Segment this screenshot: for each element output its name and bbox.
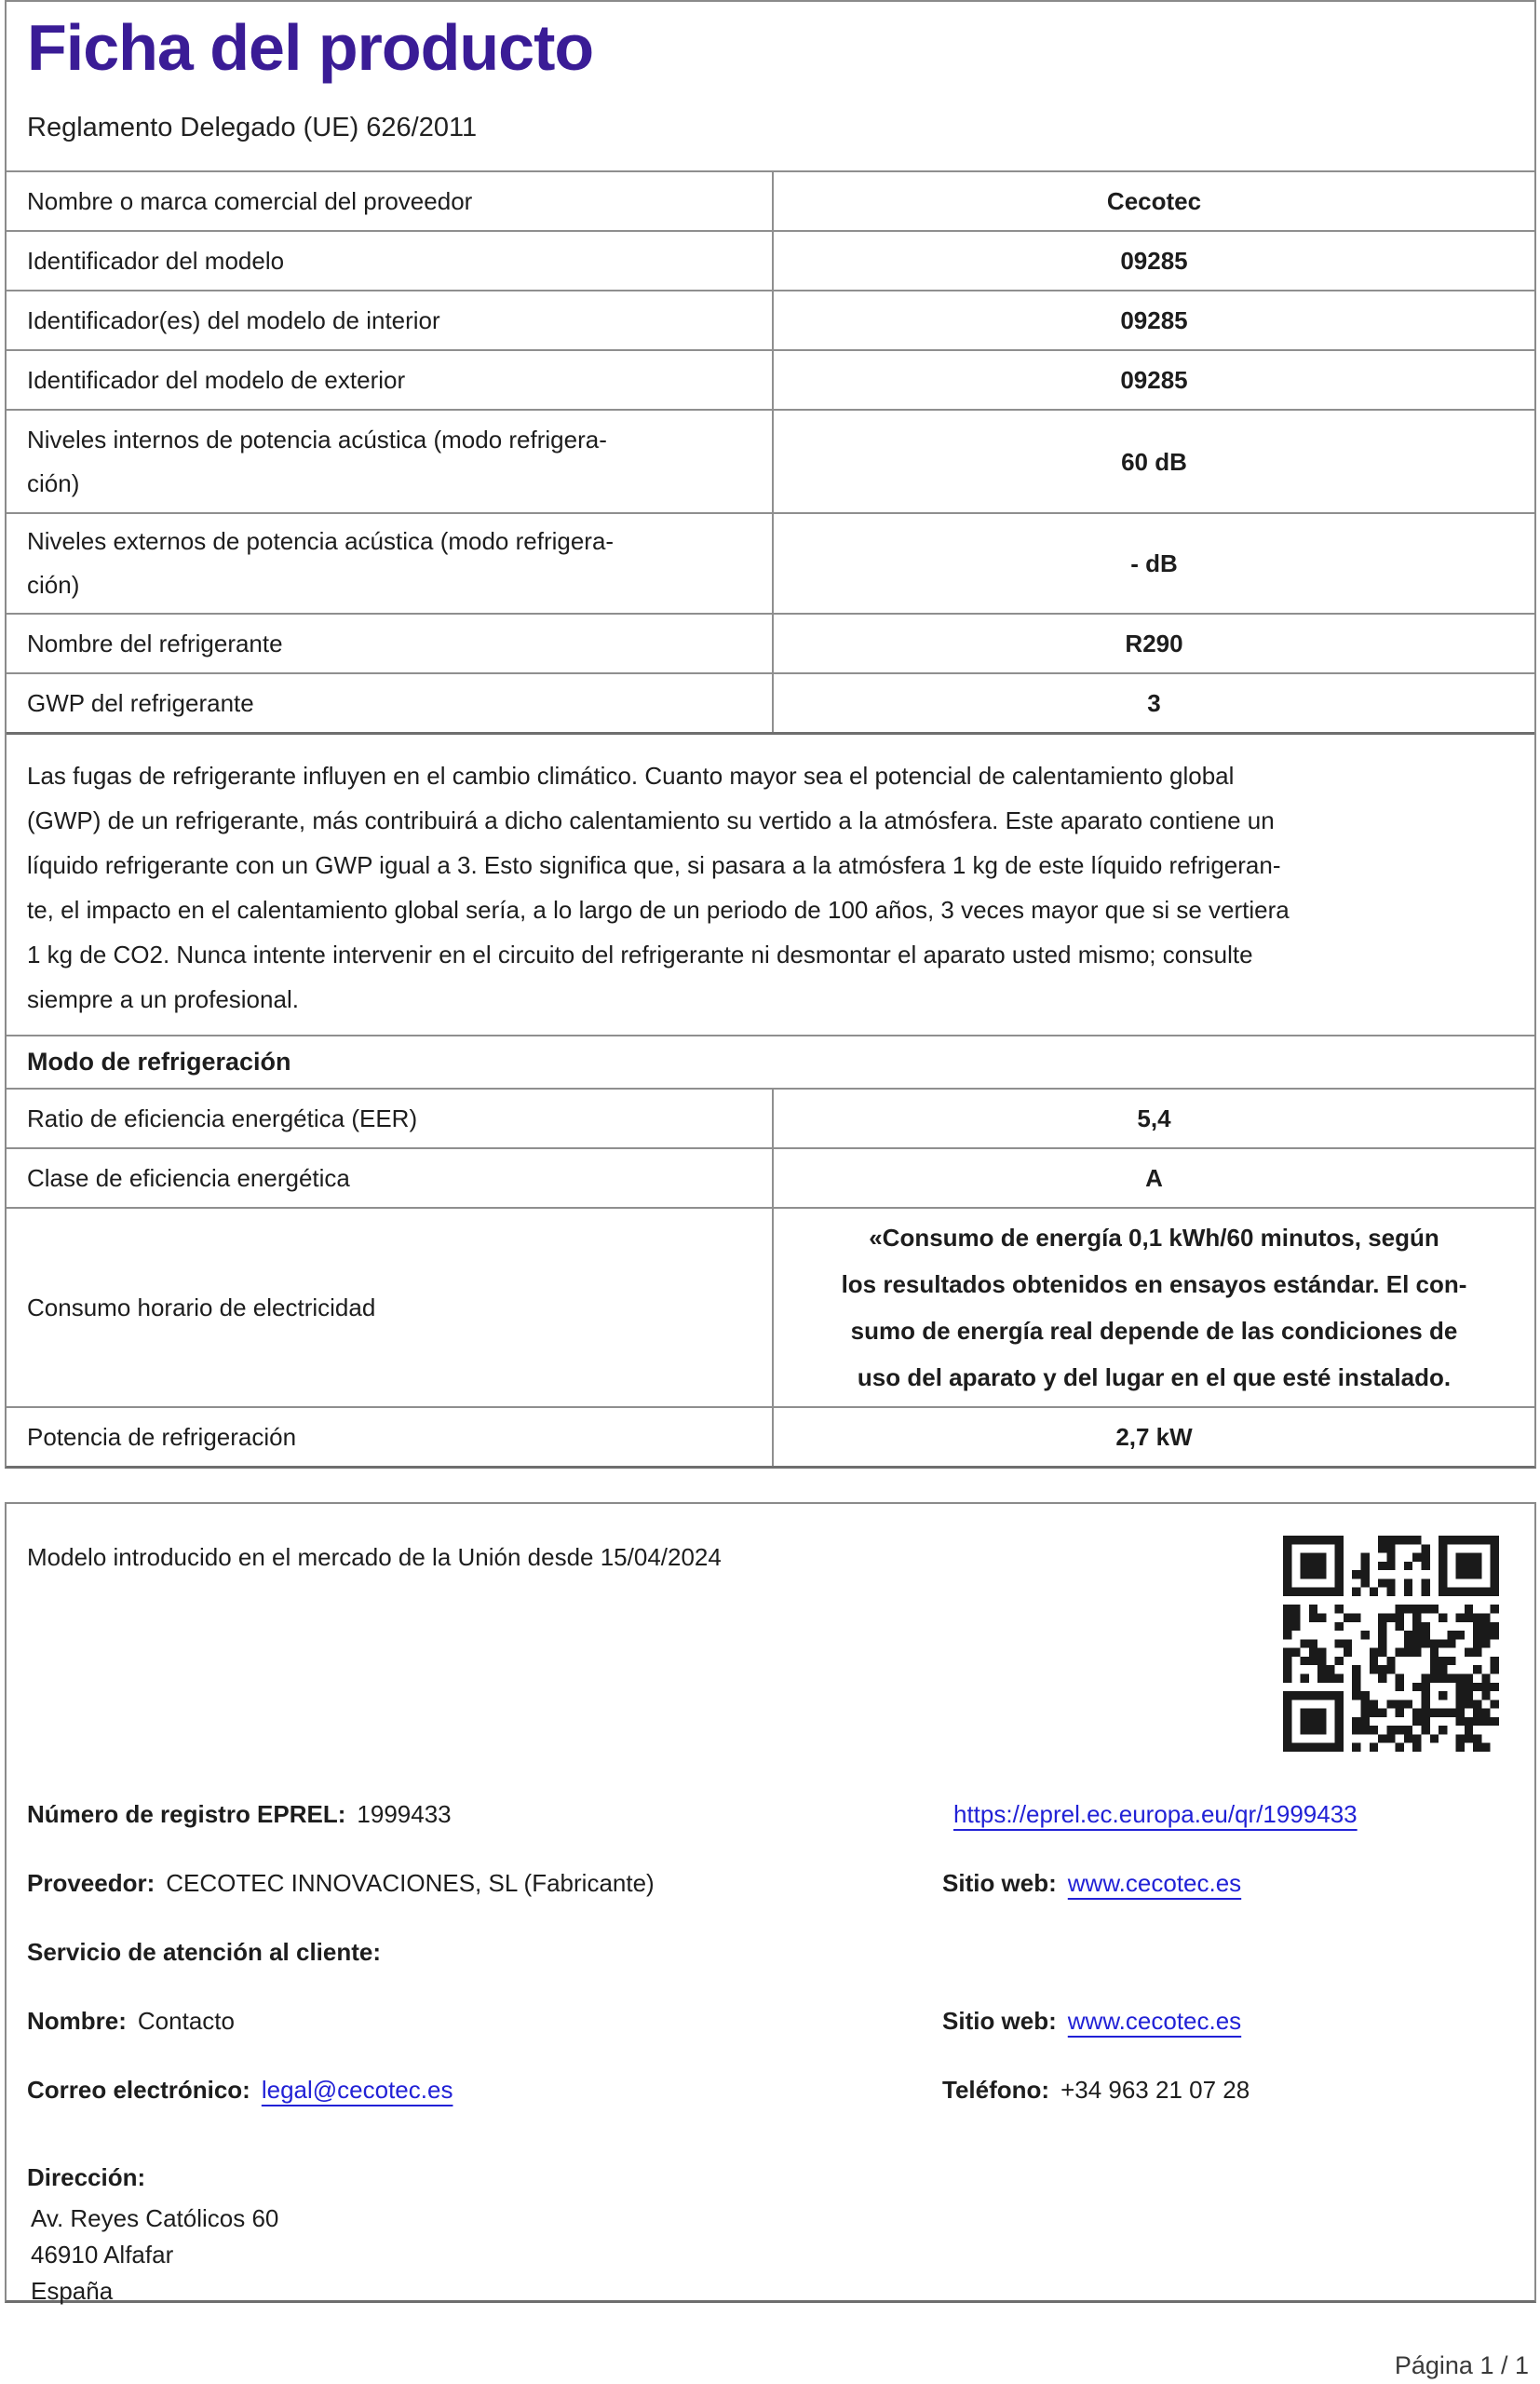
contact-link[interactable]: legal@cecotec.es xyxy=(261,2076,453,2104)
table-row xyxy=(7,613,1534,672)
row-value xyxy=(774,411,1534,512)
row-label xyxy=(7,1090,774,1147)
row-value xyxy=(774,172,1534,230)
address-line: Av. Reyes Católicos 60 xyxy=(31,2204,279,2232)
address-line: 46910 Alfafar xyxy=(31,2241,174,2269)
contact-left-cell xyxy=(27,1938,381,1967)
gwp-note-line: 1 kg de CO2. Nunca intente intervenir en el circuito del refrigerante ni desmontar el aparato usted mismo; consulte xyxy=(27,941,1253,968)
table-row xyxy=(7,409,1534,512)
contact-left-cell xyxy=(27,1869,655,1898)
table-row xyxy=(7,230,1534,290)
row-value xyxy=(774,514,1534,613)
contact-label: Proveedor: xyxy=(27,1869,155,1897)
row-value xyxy=(774,1209,1534,1406)
page-title: Ficha del producto xyxy=(27,11,594,84)
gwp-note-line: siempre a un profesional. xyxy=(27,985,299,1013)
row-value xyxy=(774,1090,1534,1147)
section-header-cooling-mode: Modo de refrigeración xyxy=(27,1048,291,1076)
table-row xyxy=(7,1035,1534,1088)
row-value-line: 3 xyxy=(1147,689,1161,717)
row-label-line: Clase de eficiencia energética xyxy=(27,1163,350,1192)
contact-link[interactable]: https://eprel.ec.europa.eu/qr/1999433 xyxy=(953,1800,1358,1828)
table-row xyxy=(7,1406,1534,1466)
address-label: Dirección: xyxy=(27,2163,146,2191)
info-box xyxy=(5,1502,1536,2303)
contact-row xyxy=(27,1938,1514,2007)
row-label-line: Identificador(es) del modelo de interior xyxy=(27,305,440,334)
row-value-line: 09285 xyxy=(1120,306,1188,334)
contact-value: Contacto xyxy=(137,2007,235,2035)
row-value-line: los resultados obtenidos en ensayos estándar. El con- xyxy=(841,1270,1467,1298)
table-row xyxy=(7,512,1534,613)
table-row xyxy=(7,732,1534,1035)
address-line: España xyxy=(31,2277,114,2305)
contact-left-cell xyxy=(27,1800,452,1829)
row-label-line: Niveles externos de potencia acústica (modo refrigera- xyxy=(27,527,615,555)
row-label-line: Nombre o marca comercial del proveedor xyxy=(27,186,473,215)
row-value-line: uso del aparato y del lugar en el que esté instalado. xyxy=(857,1363,1452,1391)
contact-row xyxy=(27,2076,1514,2145)
row-label-line: Ratio de eficiencia energética (EER) xyxy=(27,1104,418,1132)
table-row xyxy=(7,1147,1534,1207)
contact-info-rows xyxy=(27,1800,1514,2310)
row-label xyxy=(7,291,774,349)
row-label-line: ción) xyxy=(27,468,80,497)
row-label xyxy=(7,514,774,613)
table-row xyxy=(7,672,1534,732)
contact-label: Sitio web: xyxy=(942,2007,1057,2035)
row-value xyxy=(774,615,1534,672)
contact-right-cell xyxy=(942,2007,1241,2036)
fiche-header xyxy=(7,2,1534,170)
table-row xyxy=(7,1207,1534,1406)
contact-value: +34 963 21 07 28 xyxy=(1060,2076,1250,2104)
row-value-line: 2,7 kW xyxy=(1115,1423,1193,1451)
row-value xyxy=(774,291,1534,349)
contact-row xyxy=(27,2007,1514,2076)
row-value xyxy=(774,1149,1534,1207)
row-value-line: 60 dB xyxy=(1121,447,1187,476)
row-label-line: ción) xyxy=(27,571,80,599)
contact-left-cell xyxy=(27,2076,453,2105)
regulation-subtitle: Reglamento Delegado (UE) 626/2011 xyxy=(27,113,478,142)
row-value-line: R290 xyxy=(1125,630,1183,657)
row-label-line: Potencia de refrigeración xyxy=(27,1422,297,1451)
contact-link[interactable]: www.cecotec.es xyxy=(1067,1869,1242,1897)
gwp-note-line: te, el impacto en el calentamiento global sería, a lo largo de un periodo de 100 años, 3 veces mayor que si se vertiera xyxy=(27,896,1290,924)
row-label xyxy=(7,172,774,230)
contact-row xyxy=(27,1869,1514,1938)
row-label-line: Identificador del modelo de exterior xyxy=(27,365,406,394)
contact-label: Servicio de atención al cliente: xyxy=(27,1938,382,1966)
row-label xyxy=(7,1209,774,1406)
gwp-note xyxy=(7,735,1534,1035)
gwp-note-line: (GWP) de un refrigerante, más contribuirá a dicho calentamiento su vertido a la atmósfera. Este aparato contiene un xyxy=(27,806,1275,834)
contact-label: Número de registro EPREL: xyxy=(27,1800,346,1828)
row-label-line: Niveles internos de potencia acústica (modo refrigera- xyxy=(27,425,607,454)
row-label xyxy=(7,615,774,672)
contact-row xyxy=(27,1800,1514,1869)
row-value-line: «Consumo de energía 0,1 kWh/60 minutos, según xyxy=(869,1224,1439,1252)
row-label-line: Identificador del modelo xyxy=(27,246,285,275)
contact-label: Nombre: xyxy=(27,2007,127,2035)
table-row xyxy=(7,349,1534,409)
row-label-line: Nombre del refrigerante xyxy=(27,629,283,657)
contact-value: 1999433 xyxy=(357,1800,452,1828)
contact-label: Correo electrónico: xyxy=(27,2076,250,2104)
row-value xyxy=(774,1408,1534,1466)
gwp-note-line: Las fugas de refrigerante influyen en el cambio climático. Cuanto mayor sea el potencial de calentamiento global xyxy=(27,762,1235,790)
contact-link[interactable]: www.cecotec.es xyxy=(1067,2007,1242,2035)
row-value-line: 09285 xyxy=(1120,366,1188,394)
contact-right-cell xyxy=(942,2076,1250,2105)
row-value xyxy=(774,674,1534,732)
contact-right-cell xyxy=(942,1869,1241,1898)
table-row xyxy=(7,1088,1534,1147)
row-value-line: A xyxy=(1145,1164,1163,1192)
row-value xyxy=(774,351,1534,409)
row-value-line: Cecotec xyxy=(1106,187,1202,215)
contact-label: Sitio web: xyxy=(942,1869,1057,1897)
row-label xyxy=(7,232,774,290)
contact-right-cell xyxy=(942,1800,1358,1829)
row-label-line: Consumo horario de electricidad xyxy=(27,1293,376,1321)
row-value-line: sumo de energía real depende de las condiciones de xyxy=(850,1317,1458,1345)
table-row xyxy=(7,170,1534,230)
table-row xyxy=(7,290,1534,349)
row-label xyxy=(7,411,774,512)
page-number: Página 1 / 1 xyxy=(1394,2351,1529,2379)
row-label xyxy=(7,1149,774,1207)
row-value-line: 09285 xyxy=(1120,247,1188,275)
contact-left-cell xyxy=(27,2007,235,2036)
row-label xyxy=(7,674,774,732)
row-label xyxy=(7,1408,774,1466)
row-label-line: GWP del refrigerante xyxy=(27,688,254,717)
row-value-line: 5,4 xyxy=(1137,1104,1171,1132)
qr-code-icon xyxy=(1283,1536,1499,1752)
row-value xyxy=(774,232,1534,290)
market-introduction-line: Modelo introducido en el mercado de la Unión desde 15/04/2024 xyxy=(27,1543,722,1571)
contact-label: Teléfono: xyxy=(942,2076,1050,2104)
row-label xyxy=(7,351,774,409)
product-table xyxy=(5,0,1536,1469)
gwp-note-line: líquido refrigerante con un GWP igual a 3. Esto significa que, si pasara a la atmósfera 1 kg de este líquido refrigeran- xyxy=(27,851,1281,879)
row-value-line: - dB xyxy=(1130,549,1178,577)
contact-value: CECOTEC INNOVACIONES, SL (Fabricante) xyxy=(166,1869,655,1897)
